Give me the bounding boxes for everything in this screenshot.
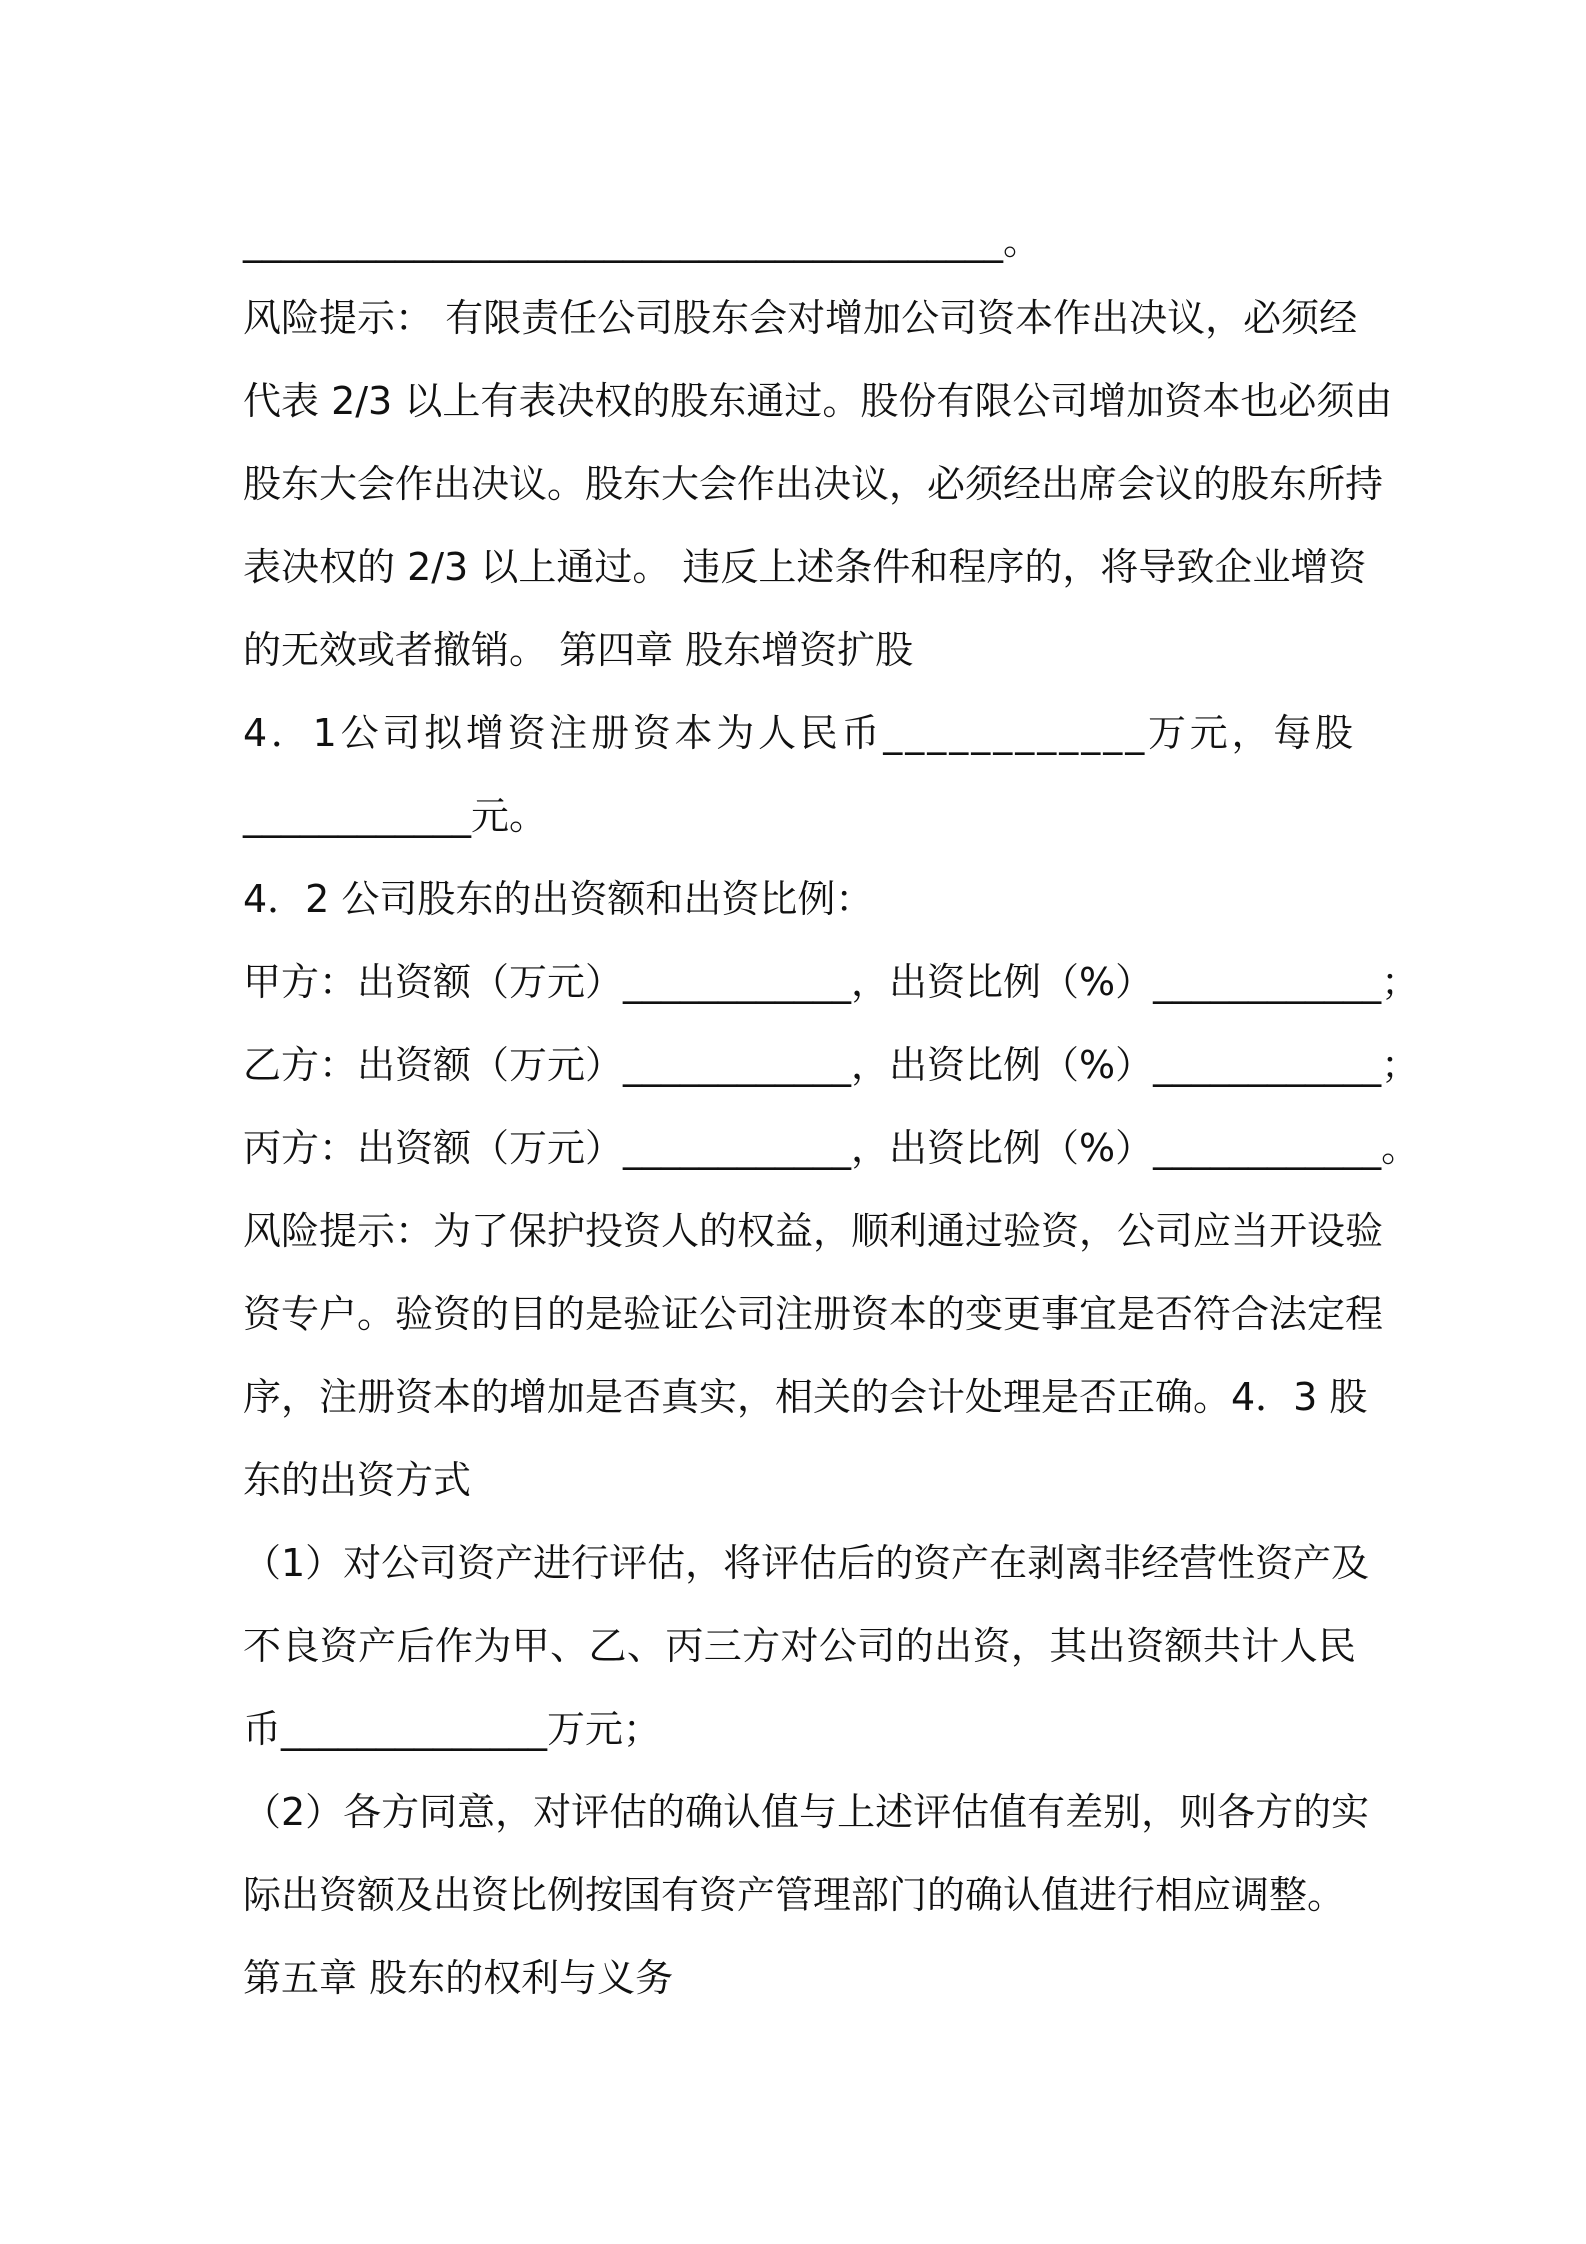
risk-note-1-line-4: 表决权的 2/3 以上通过。 违反上述条件和程序的，将导致企业增资: [243, 545, 1367, 589]
risk-note-1-line-2: 代表 2/3 以上有表决权的股东通过。股份有限公司增加资本也必须由: [243, 379, 1393, 423]
chapter-four-heading-line: 的无效或者撤销。 第四章 股东增资扩股: [243, 628, 914, 672]
clause-4-2-heading: 4．2 公司股东的出资额和出资比例：: [243, 877, 874, 921]
clause-4-3-item-2-line-1: （2）各方同意，对评估的确认值与上述评估值有差别，则各方的实: [243, 1790, 1370, 1834]
clause-4-3-heading: 东的出资方式: [243, 1458, 472, 1502]
clause-4-1-line-1: 4．1公司拟增资注册资本为人民币____________万元，每股: [243, 711, 1356, 755]
blank-line-ending: ________________________________________。: [243, 219, 1042, 263]
risk-note-2-line-1: 风险提示：为了保护投资人的权益，顺利通过验资，公司应当开设验: [243, 1209, 1384, 1253]
party-a-contribution: 甲方：出资额（万元）____________，出资比例（%）____________；: [243, 960, 1420, 1004]
party-b-contribution: 乙方：出资额（万元）____________，出资比例（%）____________；: [243, 1043, 1420, 1087]
chapter-five-heading: 第五章 股东的权利与义务: [243, 1956, 674, 2000]
clause-4-3-item-1-line-2: 不良资产后作为甲、乙、丙三方对公司的出资，其出资额共计人民: [243, 1624, 1356, 1668]
risk-note-2-line-3: 序，注册资本的增加是否真实，相关的会计处理是否正确。4．3 股: [243, 1375, 1368, 1419]
clause-4-3-item-2-line-2: 际出资额及出资比例按国有资产管理部门的确认值进行相应调整。: [243, 1873, 1346, 1917]
risk-note-1-line-1: 风险提示： 有限责任公司股东会对增加公司资本作出决议，必须经: [243, 296, 1358, 340]
clause-4-1-line-2: ____________元。: [243, 794, 548, 838]
risk-note-1-line-3: 股东大会作出决议。股东大会作出决议，必须经出席会议的股东所持: [243, 462, 1384, 506]
clause-4-3-item-1-line-3: 币______________万元；: [243, 1707, 662, 1751]
risk-note-2-line-2: 资专户。验资的目的是验证公司注册资本的变更事宜是否符合法定程: [243, 1292, 1384, 1336]
clause-4-3-item-1-line-1: （1）对公司资产进行评估，将评估后的资产在剥离非经营性资产及: [243, 1541, 1370, 1585]
party-c-contribution: 丙方：出资额（万元）____________，出资比例（%）____________。: [243, 1126, 1420, 1170]
